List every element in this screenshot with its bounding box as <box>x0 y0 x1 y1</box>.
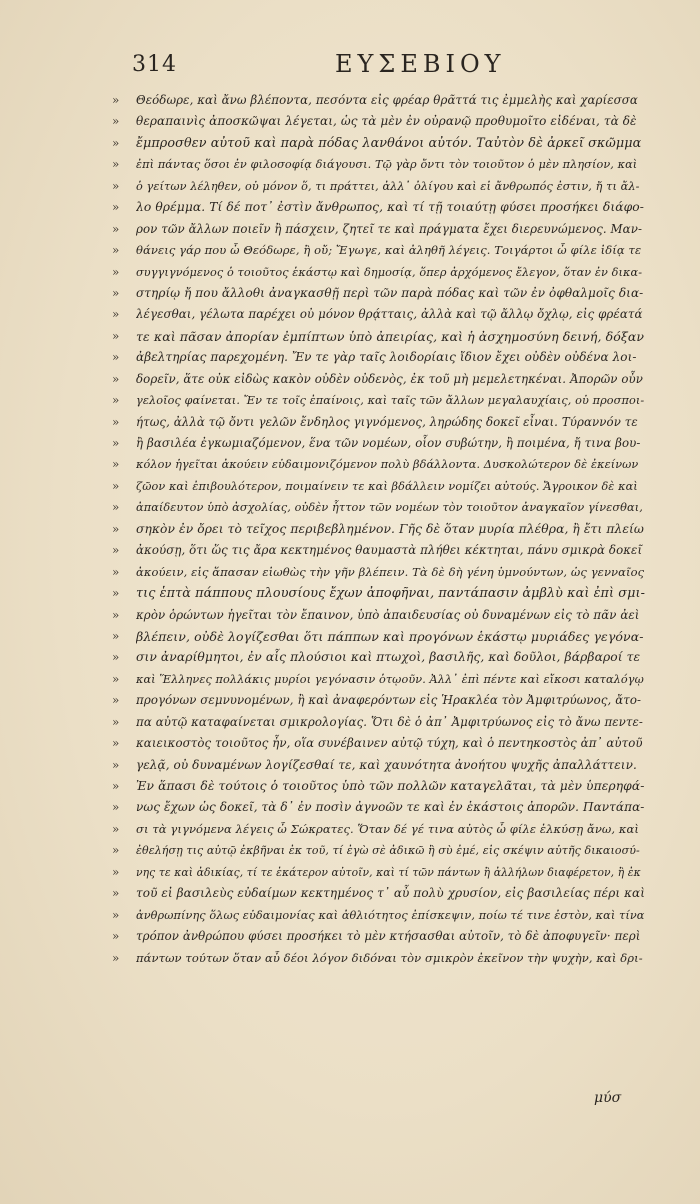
line-text: γελοῖος φαίνεται. Ἔν τε τοῖς ἐπαίνοις, καὶ ταῖς τῶν ἄλλων μεγαλαυχίαις, οὐ προσποι- <box>136 394 645 408</box>
line-text: καὶ Ἕλληνες πολλάκις μυρίοι γεγόνασιν ὁτῳοῦν. Ἀλλ᾽ ἐπὶ πέντε καὶ εἴκοσι καταλόγῳ <box>136 672 644 686</box>
quotation-mark: » <box>112 779 120 793</box>
quotation-mark: » <box>112 821 120 836</box>
line-text: ἐθελήσῃ τις αὐτῷ ἐκβῆναι ἐκ τοῦ, τί ἐγὼ σὲ ἀδικῶ ἢ σὺ ἐμέ, εἰς σκέψιν αὐτῆς δικαιοσύ- <box>136 844 640 858</box>
text-line <box>112 111 652 132</box>
quotation-mark: » <box>112 671 120 686</box>
text-line <box>112 669 652 690</box>
quotation-mark: » <box>112 714 120 729</box>
line-text: ήτως, ἀλλὰ τῷ ὄντι γελῶν ἔνδηλος γιγνόμενος, ληρώδης δοκεῖ εἶναι. Τύραννόν τε <box>136 414 638 429</box>
line-text: λο θρέμμα. Τί δέ ποτ᾽ ἐστὶν ἄνθρωπος, καὶ τί τῇ τοιαύτῃ φύσει προσήκει διάφο- <box>136 200 645 215</box>
quotation-mark: » <box>112 800 120 815</box>
quotation-mark: » <box>112 350 120 365</box>
line-text: συγγιγνόμενος ὁ τοιοῦτος ἑκάστῳ καὶ δημοσίᾳ, ὅπερ ἀρχόμενος ἔλεγον, ὅταν ἐν δικα- <box>136 265 643 279</box>
line-text: τε καὶ πᾶσαν ἀπορίαν ἐμπίπτων ὑπὸ ἀπειρίας, καὶ ἡ ἀσχημοσύνη δεινή, δόξαν <box>136 328 645 344</box>
line-text: ἔμπροσθεν αὐτοῦ καὶ παρὰ πόδας λανθάνοι αὐτόν. Ταὐτὸν δὲ ἀρκεῖ σκῶμμα <box>136 135 642 151</box>
text-line <box>112 283 652 304</box>
quotation-mark: » <box>112 178 120 193</box>
quotation-mark: » <box>112 607 120 622</box>
line-text: νης τε καὶ ἀδικίας, τί τε ἑκάτερον αὐτοῖν, καὶ τί τῶν πάντων ἢ ἀλλήλων διαφέρετον, ἢ ἐκ <box>136 865 641 879</box>
text-line <box>112 390 652 411</box>
quotation-mark: » <box>112 414 120 429</box>
line-text: ρον τῶν ἄλλων ποιεῖν ἢ πάσχειν, ζητεῖ τε καὶ πράγματα ἔχει διερευνώμενος. Μαν- <box>136 221 643 236</box>
page-header <box>0 46 700 80</box>
quotation-mark: » <box>112 114 120 129</box>
line-text: γελᾷ, οὐ δυναμένων λογίζεσθαί τε, καὶ χαυνότητα ἀνοήτου ψυχῆς ἀπαλλάττειν. <box>136 757 637 772</box>
text-line <box>112 797 652 818</box>
text-line <box>112 326 652 347</box>
quotation-mark: » <box>112 307 120 322</box>
text-line <box>112 905 652 926</box>
quotation-mark: » <box>112 757 120 772</box>
text-line <box>112 819 652 840</box>
quotation-mark: » <box>112 843 120 858</box>
line-text: ἀκούσῃ, ὅτι ὥς τις ἄρα κεκτημένος θαυμαστὰ πλήθει κέκτηται, πάνυ σμικρὰ δοκεῖ <box>136 543 643 558</box>
quotation-mark: » <box>112 371 120 386</box>
quotation-mark: » <box>112 929 120 944</box>
line-text: καιεικοστὸς τοιοῦτος ἦν, οἵα συνέβαινεν αὐτῷ τύχη, καὶ ὁ πεντηκοστὸς ἀπ᾽ αὐτοῦ <box>136 736 643 751</box>
line-text: πάντων τούτων ὅταν αὖ δέοι λόγον διδόναι τὸν σμικρὸν ἐκεῖνον τὴν ψυχὴν, καὶ δρι- <box>136 950 643 965</box>
text-line <box>112 519 652 540</box>
quotation-mark: » <box>112 650 120 665</box>
quotation-mark: » <box>112 157 120 172</box>
text-line <box>112 369 652 390</box>
line-text: κρὸν ὁρώντων ἡγεῖται τὸν ἔπαινον, ὑπὸ ἀπαιδευσίας οὐ δυναμένων εἰς τὸ πᾶν ἀεὶ <box>136 607 640 622</box>
text-line <box>112 948 652 969</box>
quotation-mark: » <box>112 135 120 150</box>
line-text: ἀβελτηρίας παρεχομένη. Ἔν τε γὰρ ταῖς λοιδορίαις ἴδιον ἔχει οὐδὲν οὐδένα λοι- <box>136 350 637 365</box>
quotation-mark: » <box>112 693 120 708</box>
line-text: νως ἔχων ὡς δοκεῖ, τὰ δ᾽ ἐν ποσὶν ἀγνοῶν τε καὶ ἐν ἑκάστοις ἀπορῶν. Παντάπα- <box>136 800 645 815</box>
quotation-mark: » <box>112 564 120 579</box>
quotation-mark: » <box>112 393 120 408</box>
line-text: ὁ γείτων λέληθεν, οὐ μόνον ὅ, τι πράττει, ἀλλ᾽ ὀλίγου καὶ εἰ ἄνθρωπός ἐστιν, ἤ τι ἄλ- <box>136 179 640 193</box>
page-number: 314 <box>132 52 177 77</box>
text-line <box>112 562 652 583</box>
quotation-mark: » <box>112 736 120 751</box>
text-line <box>112 90 652 111</box>
text-line <box>112 347 652 368</box>
line-text: ἢ βασιλέα ἐγκωμιαζόμενον, ἕνα τῶν νομέων, οἷον συβώτην, ἢ ποιμένα, ἤ τινα βου- <box>136 436 641 450</box>
text-line <box>112 690 652 711</box>
line-text: Ἐν ἅπασι δὲ τούτοις ὁ τοιοῦτος ὑπὸ τῶν πολλῶν καταγελᾶται, τὰ μὲν ὑπερηφά- <box>136 779 645 793</box>
line-text: στηρίῳ ἤ που ἄλλοθι ἀναγκασθῇ περὶ τῶν παρὰ πόδας καὶ τῶν ἐν ὀφθαλμοῖς δια- <box>136 285 644 300</box>
text-line <box>112 304 652 325</box>
text-line <box>112 433 652 454</box>
quotation-mark: » <box>112 628 120 643</box>
quotation-mark: » <box>112 543 120 558</box>
quotation-mark: » <box>112 243 120 258</box>
text-line <box>112 712 652 733</box>
line-text: προγόνων σεμνυνομένων, ἢ καὶ ἀναφερόντων εἰς Ἡρακλέα τὸν Ἀμφιτρύωνος, ἄτο- <box>136 693 642 708</box>
text-line <box>112 647 652 668</box>
line-text: σηκὸν ἐν ὄρει τὸ τεῖχος περιβεβλημένον. Γῆς δὲ ὅταν μυρία πλέθρα, ἢ ἔτι πλείω <box>136 521 644 536</box>
quotation-mark: » <box>112 285 120 300</box>
text-line <box>112 219 652 240</box>
text-line <box>112 840 652 861</box>
line-text: θάνεις γάρ που ὦ Θεόδωρε, ἢ οὔ; Ἔγωγε, καὶ ἀληθῆ λέγεις. Τοιγάρτοι ὦ φίλε ἰδίᾳ τε <box>136 243 642 258</box>
line-text: Θεόδωρε, καὶ ἄνω βλέποντα, πεσόντα εἰς φρέαρ θρᾶττά τις ἐμμελὴς καὶ χαρίεσσα <box>136 93 638 107</box>
quotation-mark: » <box>112 907 120 922</box>
line-text: ἀνθρωπίνης ὅλως εὐδαιμονίας καὶ ἀθλιότητος ἐπίσκεψιν, ποίω τέ τινε ἐστὸν, καὶ τίνα <box>136 908 645 922</box>
text-line <box>112 176 652 197</box>
text-line <box>112 862 652 883</box>
line-text: ἀπαίδευτον ὑπὸ ἀσχολίας, οὐδὲν ἧττον τῶν νομέων τὸν τοιοῦτον ἀναγκαῖον γίνεσθαι, <box>136 501 643 515</box>
line-text: τοῦ εἰ βασιλεὺς εὐδαίμων κεκτημένος τ᾽ αὖ πολὺ χρυσίον, εἰς βασιλείας πέρι καὶ <box>136 886 646 901</box>
text-line <box>112 755 652 776</box>
quotation-mark: » <box>112 457 120 472</box>
text-line <box>112 262 652 283</box>
line-text: δορεῖν, ἅτε οὐκ εἰδὼς κακὸν οὐδὲν οὐδενὸς, ἐκ τοῦ μὴ μεμελετηκέναι. Ἀπορῶν οὖν <box>136 371 643 386</box>
line-text: πα αὐτῷ καταφαίνεται σμικρολογίας. Ὅτι δὲ ὁ ἀπ᾽ Ἀμφιτρύωνος εἰς τὸ ἄνω πεντε- <box>136 714 643 729</box>
quotation-mark: » <box>112 436 120 450</box>
body-text <box>112 90 652 969</box>
running-head: ΕΥΣΕΒΙΟΥ <box>335 50 506 78</box>
text-line <box>112 412 652 433</box>
quotation-mark: » <box>112 328 120 343</box>
text-line <box>112 883 652 904</box>
quotation-mark: » <box>112 521 120 536</box>
line-text: κόλον ἡγεῖται ἀκούειν εὐδαιμονιζόμενον πολὺ βδάλλοντα. Δυσκολώτερον δὲ ἐκείνων <box>136 458 639 472</box>
line-text: τρόπον ἀνθρώπου φύσει προσήκει τὸ μὲν κτήσασθαι αὐτοῖν, τὸ δὲ ἀποφυγεῖν· περὶ <box>136 929 641 944</box>
line-text: σιν ἀναρίθμητοι, ἐν αἷς πλούσιοι καὶ πτωχοὶ, βασιλῆς, καὶ δοῦλοι, βάρβαροί τε <box>136 650 641 665</box>
text-line <box>112 776 652 797</box>
quotation-mark: » <box>112 950 120 965</box>
text-line <box>112 497 652 518</box>
text-line <box>112 454 652 475</box>
text-line <box>112 476 652 497</box>
line-text: λέγεσθαι, γέλωτα παρέχει οὐ μόνον θρᾴτταις, ἀλλὰ καὶ τῷ ἄλλῳ ὄχλῳ, εἰς φρέατά <box>136 307 643 322</box>
quotation-mark: » <box>112 864 120 879</box>
quotation-mark: » <box>112 264 120 279</box>
text-line <box>112 240 652 261</box>
line-text: τις ἑπτὰ πάππους πλουσίους ἔχων ἀποφῆναι, παντάπασιν ἀμβλὺ καὶ ἐπὶ σμι- <box>136 586 645 602</box>
text-line <box>112 733 652 754</box>
line-text: ἀκούειν, εἰς ἅπασαν εἰωθὼς τὴν γῆν βλέπειν. Τὰ δὲ δὴ γένη ὑμνούντων, ὡς γενναῖος <box>136 564 645 579</box>
text-line <box>112 540 652 561</box>
quotation-mark: » <box>112 221 120 236</box>
text-line <box>112 133 652 154</box>
text-line <box>112 605 652 626</box>
text-line <box>112 154 652 175</box>
line-text: θεραπαινὶς ἀποσκῶψαι λέγεται, ὡς τὰ μὲν ἐν οὐρανῷ προθυμοῖτο εἰδέναι, τὰ δὲ <box>136 114 637 129</box>
text-line <box>112 583 652 604</box>
text-line <box>112 197 652 218</box>
line-text: βλέπειν, οὐδὲ λογίζεσθαι ὅτι πάππων καὶ προγόνων ἑκάστῳ μυριάδες γεγόνα- <box>136 628 644 644</box>
text-line <box>112 926 652 947</box>
quotation-mark: » <box>112 93 120 107</box>
quotation-mark: » <box>112 500 120 515</box>
quotation-mark: » <box>112 886 120 901</box>
catchword: μύσ <box>594 1090 622 1106</box>
line-text: ἐπὶ πάντας ὅσοι ἐν φιλοσοφίᾳ διάγουσι. Τῷ γὰρ ὄντι τὸν τοιοῦτον ὁ μὲν πλησίον, καὶ <box>136 158 638 172</box>
quotation-mark: » <box>112 478 120 493</box>
line-text: ζῶον καὶ ἐπιβουλότερον, ποιμαίνειν τε καὶ βδάλλειν νομίζει αὐτούς. Ἄγροικον δὲ καὶ <box>136 479 638 493</box>
text-line <box>112 626 652 647</box>
quotation-mark: » <box>112 200 120 215</box>
quotation-mark: » <box>112 586 120 601</box>
line-text: σι τὰ γιγνόμενα λέγεις ὦ Σώκρατες. Ὅταν δέ γέ τινα αὐτὸς ὦ φίλε ἑλκύσῃ ἄνω, καὶ <box>136 821 640 836</box>
